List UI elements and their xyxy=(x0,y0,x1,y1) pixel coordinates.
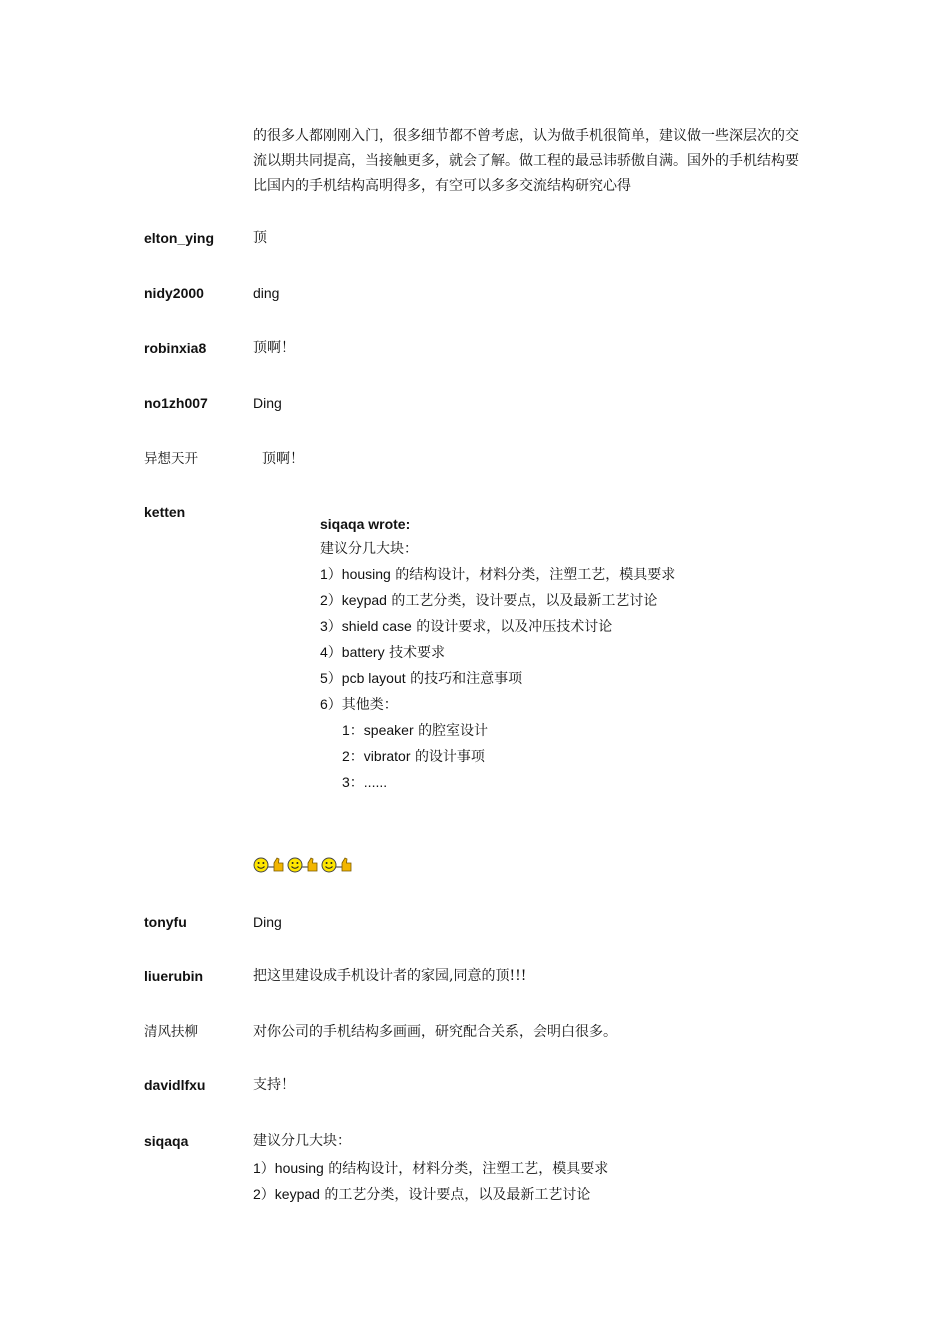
quote-list-item xyxy=(320,640,675,666)
item-text: 其他类： xyxy=(341,697,398,713)
item-term: ...... xyxy=(363,774,388,790)
post-message: 顶啊！ xyxy=(253,340,295,356)
post-author[interactable]: nidy2000 xyxy=(144,285,204,301)
item-text: 的技巧和注意事项 xyxy=(410,671,523,687)
item-term: pcb layout xyxy=(341,670,406,686)
post-body-continuation xyxy=(253,124,813,199)
item-number: 6） xyxy=(320,696,342,712)
item-text: 的设计要求，以及冲压技术讨论 xyxy=(416,619,613,635)
post-author[interactable]: tonyfu xyxy=(144,914,187,930)
item-term: housing xyxy=(274,1160,324,1176)
post-message: 建议分几大块： xyxy=(253,1133,351,1149)
post-message: 对你公司的手机结构多画画，研究配合关系，会明白很多。 xyxy=(253,1024,617,1040)
item-number: 3） xyxy=(320,618,342,634)
post-author[interactable]: robinxia8 xyxy=(144,340,207,356)
emoticon-row xyxy=(253,854,353,874)
quote-sub-item xyxy=(320,718,675,744)
item-term: battery xyxy=(341,644,385,660)
post-message: 支持！ xyxy=(253,1077,295,1093)
quote-block xyxy=(320,512,675,796)
post-author[interactable]: liuerubin xyxy=(144,968,204,984)
quote-intro: 建议分几大块： xyxy=(320,541,418,557)
item-text: 的设计事项 xyxy=(414,749,485,765)
quote-sub-item xyxy=(320,744,675,770)
intro-line: 比国内的手机结构高明得多，有空可以多多交流结构研究心得 xyxy=(253,178,631,194)
item-number: 4） xyxy=(320,644,342,660)
quote-list-item xyxy=(320,562,675,588)
item-term: shield case xyxy=(341,618,412,634)
item-number: 2： xyxy=(342,748,364,764)
item-text: 技术要求 xyxy=(389,645,446,661)
post-message: 把这里建设成手机设计者的家园,同意的顶!!! xyxy=(253,968,527,984)
smiley-thumbs-up-icon xyxy=(253,854,285,874)
quote-list-item xyxy=(320,692,675,718)
item-number: 2） xyxy=(320,592,342,608)
post-author[interactable]: ketten xyxy=(144,504,186,520)
post-author[interactable]: elton_ying xyxy=(144,230,215,246)
item-text: 的结构设计，材料分类，注塑工艺，模具要求 xyxy=(328,1161,609,1177)
smiley-thumbs-up-icon xyxy=(287,854,319,874)
item-text: 的结构设计，材料分类，注塑工艺，模具要求 xyxy=(395,567,676,583)
post-author[interactable]: 异想天开 xyxy=(144,451,198,467)
intro-line: 的很多人都刚刚入门，很多细节都不曾考虑，认为做手机很简单，建议做一些深层次的交 xyxy=(253,128,799,144)
item-text: 的工艺分类，设计要点，以及最新工艺讨论 xyxy=(324,1187,591,1203)
item-number: 3： xyxy=(342,774,364,790)
post-list-item xyxy=(253,1182,608,1208)
smiley-thumbs-up-icon xyxy=(321,854,353,874)
item-number: 2） xyxy=(253,1186,275,1202)
post-author[interactable]: no1zh007 xyxy=(144,395,208,411)
post-message: Ding xyxy=(253,914,282,930)
quote-sub-item xyxy=(320,770,675,796)
quote-list-item xyxy=(320,666,675,692)
post-message: 顶啊！ xyxy=(262,451,304,467)
post-list-item xyxy=(253,1156,608,1182)
item-term: vibrator xyxy=(363,748,411,764)
item-number: 1） xyxy=(320,566,342,582)
item-term: housing xyxy=(341,566,391,582)
item-term: keypad xyxy=(274,1186,320,1202)
quote-list-item xyxy=(320,614,675,640)
quote-header: siqaqa wrote: xyxy=(320,516,411,532)
item-number: 1） xyxy=(253,1160,275,1176)
item-term: keypad xyxy=(341,592,387,608)
intro-line: 流以期共同提高，当接触更多，就会了解。做工程的最忌讳骄傲自满。国外的手机结构要 xyxy=(253,153,799,169)
post-message: 顶 xyxy=(253,230,267,246)
post-author[interactable]: 清风扶柳 xyxy=(144,1024,198,1040)
post-list xyxy=(253,1156,608,1208)
quote-list-item xyxy=(320,588,675,614)
post-message: Ding xyxy=(253,395,282,411)
post-message: ding xyxy=(253,285,280,301)
post-author[interactable]: davidlfxu xyxy=(144,1077,206,1093)
item-term: speaker xyxy=(363,722,414,738)
item-number: 5） xyxy=(320,670,342,686)
item-number: 1： xyxy=(342,722,364,738)
post-author[interactable]: siqaqa xyxy=(144,1133,189,1149)
item-text: 的腔室设计 xyxy=(418,723,489,739)
item-text: 的工艺分类，设计要点，以及最新工艺讨论 xyxy=(391,593,658,609)
